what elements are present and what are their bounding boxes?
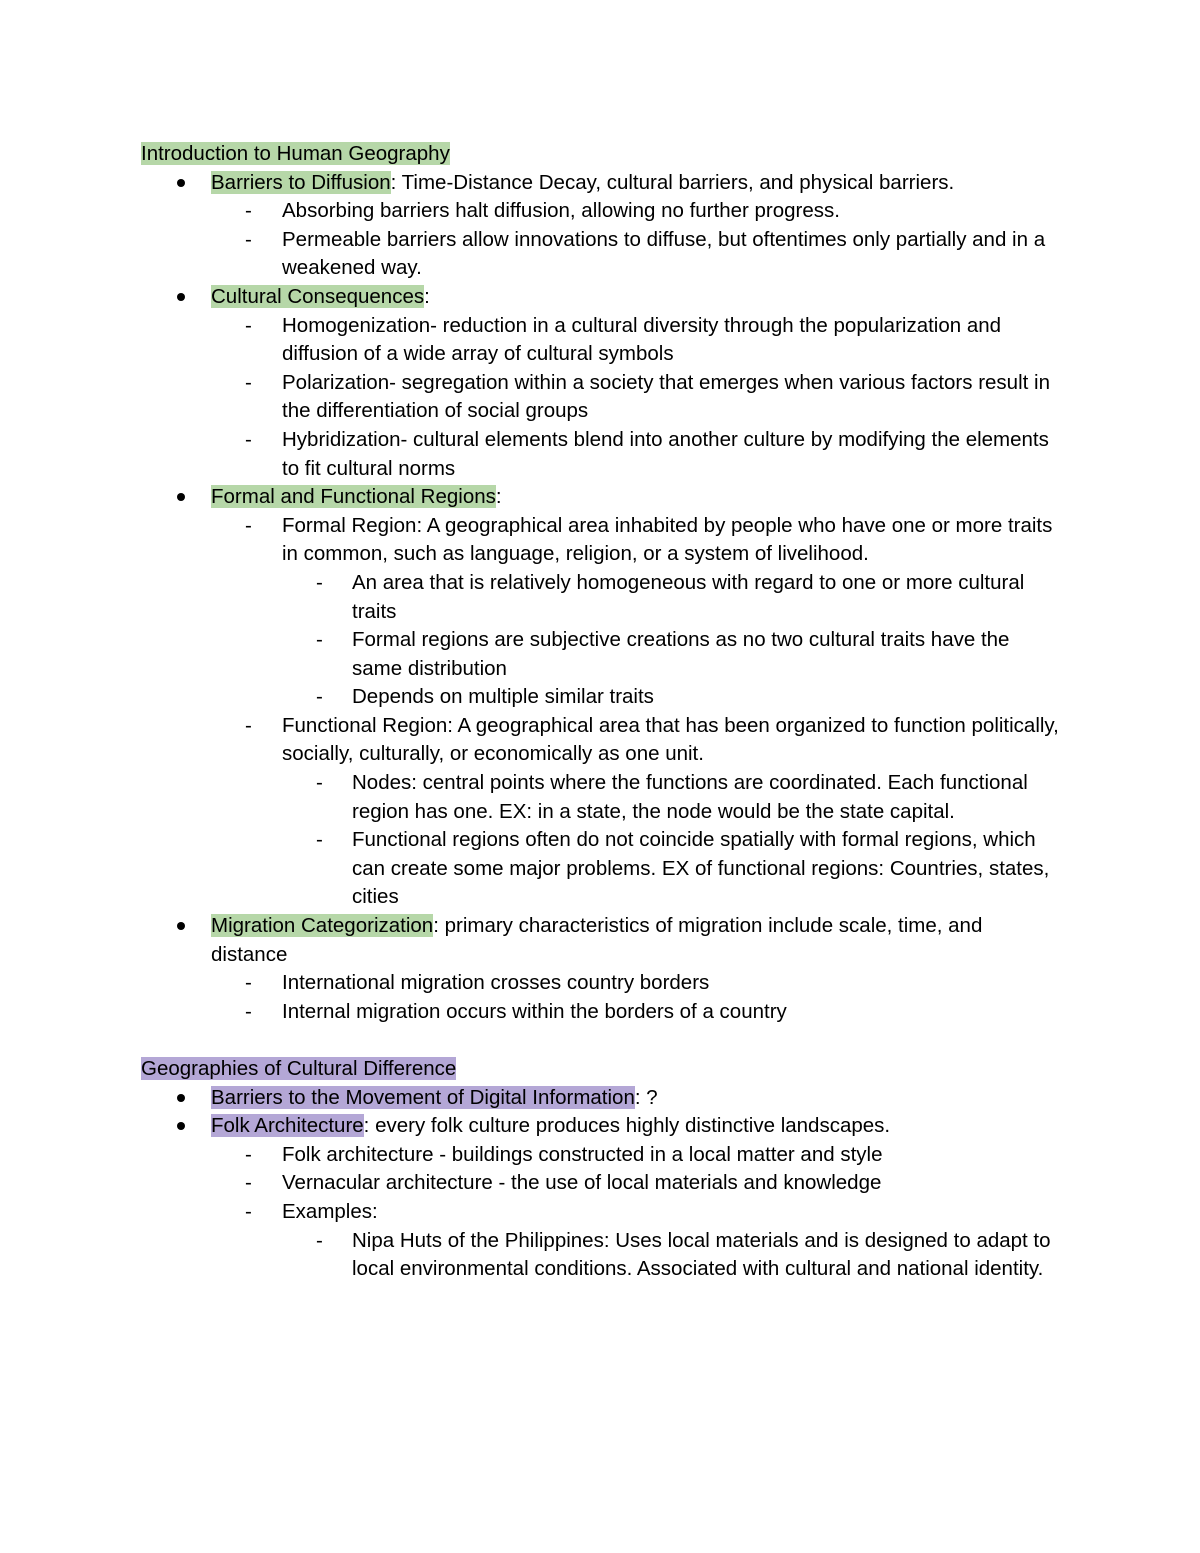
term-highlight: Barriers to Diffusion	[211, 170, 391, 194]
bullet-dot	[177, 169, 185, 198]
dash-text: Homogenization- reduction in a cultural diversity through the popularization and diffusion of a wide array of cultural symbols	[282, 313, 1002, 366]
dash-marker: -	[245, 1171, 252, 1195]
bullet-text: :	[495, 485, 502, 509]
dash-item-functional-region	[141, 712, 1061, 769]
bullet-item-regions	[141, 483, 1061, 512]
dash-text: Permeable barriers allow innovations to diffuse, but oftentimes only partially and in a weakened way.	[282, 227, 1046, 280]
dash-text: Examples:	[282, 1199, 378, 1223]
term-highlight: Migration Categorization	[211, 914, 434, 938]
bullet-item-digital	[141, 1084, 1061, 1113]
dash-text: Formal Region: A geographical area inhabited by people who have one or more traits in common, such as language, religion, or a system of livelihood.	[282, 513, 1053, 566]
sub-dash-item	[141, 826, 1061, 912]
dash-item	[141, 998, 1061, 1027]
dash-text: Polarization- segregation within a society that emerges when various factors result in the differentiation of social groups	[282, 370, 1050, 423]
term-highlight: Cultural Consequences	[211, 284, 425, 308]
document-body	[141, 140, 1061, 1284]
dash-item	[141, 1169, 1061, 1198]
dash-marker: -	[316, 828, 323, 852]
dash-marker: -	[245, 199, 252, 223]
dash-item-formal-region	[141, 512, 1061, 569]
dash-item	[141, 312, 1061, 369]
dash-text: Formal regions are subjective creations as no two cultural traits have the same distribution	[352, 628, 1010, 680]
sub-dash-item	[141, 569, 1061, 626]
term-highlight: Folk Architecture	[211, 1114, 364, 1138]
dash-text: Internal migration occurs within the borders of a country	[282, 999, 787, 1023]
dash-item	[141, 226, 1061, 283]
dash-marker: -	[245, 713, 252, 737]
section-heading	[141, 140, 1061, 169]
dash-marker: -	[316, 685, 323, 709]
dash-marker: -	[245, 999, 252, 1023]
bullet-item-migration	[141, 912, 1061, 969]
bullet-text: : ?	[634, 1085, 658, 1109]
dash-item	[141, 426, 1061, 483]
dash-item	[141, 969, 1061, 998]
bullet-text: : primary characteristics of migration include scale, time, and distance	[211, 914, 983, 966]
bullet-text: :	[424, 284, 430, 308]
bullet-dot	[177, 483, 185, 512]
dash-text: Depends on multiple similar traits	[352, 685, 654, 709]
dash-text: Functional regions often do not coincide spatially with formal regions, which can create some major problems. EX of functional regions: Countries, states, cities	[352, 828, 1050, 909]
bullet-dot	[177, 1084, 185, 1113]
section-title-highlight: Introduction to Human Geography	[141, 142, 450, 165]
section-title-highlight: Geographies of Cultural Difference	[141, 1057, 457, 1080]
dash-marker: -	[316, 771, 323, 795]
sub-dash-item	[141, 769, 1061, 826]
dash-marker: -	[316, 1228, 323, 1252]
dash-text: Nipa Huts of the Philippines: Uses local materials and is designed to adapt to local environmental conditions. Associated with cultural and national identity.	[352, 1228, 1051, 1281]
dash-text: International migration crosses country borders	[282, 971, 710, 995]
term-highlight: Formal and Functional Regions	[211, 485, 496, 509]
term-highlight: Barriers to the Movement of Digital Information	[211, 1085, 635, 1109]
dash-marker: -	[245, 1142, 252, 1166]
dash-marker: -	[316, 570, 323, 594]
bullet-dot	[177, 283, 185, 312]
dash-marker: -	[245, 227, 252, 251]
dash-marker: -	[245, 370, 252, 394]
bullet-dot	[177, 1112, 185, 1141]
dash-item	[141, 369, 1061, 426]
bullet-item-folk	[141, 1112, 1061, 1141]
dash-marker: -	[245, 313, 252, 337]
bullet-dot	[177, 912, 185, 941]
dash-text: Vernacular architecture - the use of local materials and knowledge	[282, 1171, 882, 1195]
sub-dash-item	[141, 683, 1061, 712]
bullet-item-consequences	[141, 283, 1061, 312]
dash-marker: -	[245, 513, 252, 537]
dash-marker: -	[245, 971, 252, 995]
dash-marker: -	[245, 427, 252, 451]
dash-item	[141, 197, 1061, 226]
blank-line	[141, 1026, 1061, 1055]
bullet-text: : every folk culture produces highly distinctive landscapes.	[363, 1114, 891, 1138]
dash-marker: -	[316, 628, 323, 652]
dash-text: Functional Region: A geographical area that has been organized to function politically, socially, culturally, or economically as one unit.	[282, 713, 1059, 766]
dash-text: Hybridization- cultural elements blend into another culture by modifying the elements to fit cultural norms	[282, 427, 1049, 480]
dash-marker: -	[245, 1199, 252, 1223]
dash-item	[141, 1141, 1061, 1170]
sub-dash-item	[141, 1227, 1061, 1284]
bullet-item-barriers	[141, 169, 1061, 198]
dash-text: Nodes: central points where the functions are coordinated. Each functional region has one. EX: in a state, the node would be the state capital.	[352, 771, 1028, 823]
bullet-text: : Time-Distance Decay, cultural barriers, and physical barriers.	[390, 170, 955, 194]
section-heading	[141, 1055, 1061, 1084]
dash-text: Folk architecture - buildings constructed in a local matter and style	[282, 1142, 883, 1166]
dash-item	[141, 1198, 1061, 1227]
sub-dash-item	[141, 626, 1061, 683]
dash-text: Absorbing barriers halt diffusion, allowing no further progress.	[282, 199, 840, 223]
dash-text: An area that is relatively homogeneous with regard to one or more cultural traits	[352, 570, 1025, 623]
